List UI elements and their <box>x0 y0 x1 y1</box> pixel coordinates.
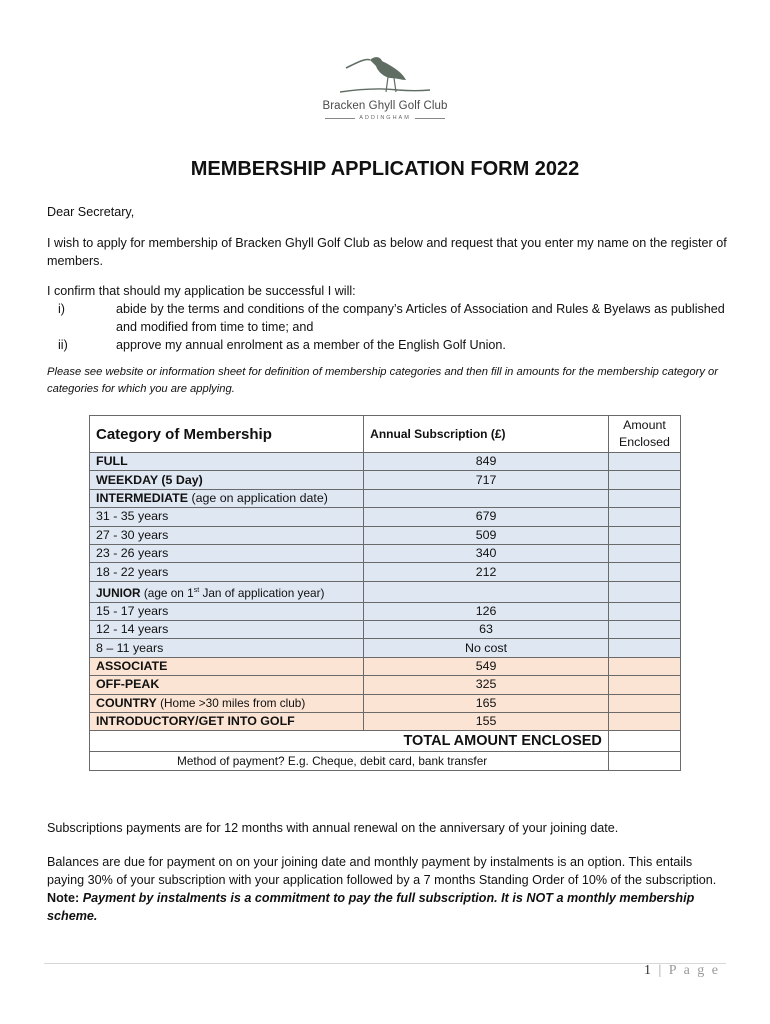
payment-method-label: Method of payment? E.g. Cheque, debit card, bank transfer <box>90 752 609 770</box>
footer-divider <box>44 963 726 964</box>
table-row: 27 - 30 years 509 <box>90 526 681 544</box>
table-row: JUNIOR (age on 1st Jan of application year) <box>90 581 681 602</box>
note-label: Note: <box>47 891 83 905</box>
amount-enclosed-input[interactable] <box>608 621 680 639</box>
table-row: COUNTRY (Home >30 miles from club) 165 <box>90 694 681 712</box>
amount-enclosed-input[interactable] <box>608 544 680 562</box>
total-amount-input[interactable] <box>608 731 680 752</box>
balances-paragraph: Balances are due for payment on on your joining date and monthly payment by instalments is an option. This entails paying 30% of your subscription with your application followed by a 7 months Standing Order of 10% of the subscription. Note: Payment by instalments is a commitment to pay the full subscription. It is NOT a monthly membership scheme. <box>47 855 717 923</box>
header-enclosed: Amount Enclosed <box>608 416 680 453</box>
amount-enclosed-input[interactable] <box>608 713 680 731</box>
instruction-note: Please see website or information sheet for definition of membership categories and then fill in amounts for the membership category or categories for which you are applying. <box>47 366 718 395</box>
table-row: 8 – 11 years No cost <box>90 639 681 657</box>
subscriptions-note: Subscriptions payments are for 12 months with annual renewal on the anniversary of your joining date. <box>47 821 619 835</box>
intro-paragraph: I wish to apply for membership of Bracken Ghyll Golf Club as below and request that you enter my name on the register of members. <box>47 236 727 268</box>
amount-enclosed-input[interactable] <box>608 676 680 694</box>
amount-enclosed-input[interactable] <box>608 639 680 657</box>
table-row: 31 - 35 years 679 <box>90 508 681 526</box>
table-row: 18 - 22 years 212 <box>90 563 681 581</box>
club-name: Bracken Ghyll Golf Club <box>322 100 448 112</box>
confirm-section <box>47 282 727 354</box>
page-title: MEMBERSHIP APPLICATION FORM 2022 <box>190 158 580 180</box>
payment-method-input[interactable] <box>608 752 680 770</box>
club-location: ADDINGHAM <box>300 115 470 121</box>
header-subscription: Annual Subscription (£) <box>364 416 609 453</box>
club-logo <box>300 46 470 136</box>
table-row: WEEKDAY (5 Day) 717 <box>90 471 681 489</box>
table-header <box>90 416 681 453</box>
amount-enclosed-input[interactable] <box>608 657 680 675</box>
amount-enclosed-input[interactable] <box>608 453 680 471</box>
amount-enclosed-input[interactable] <box>608 471 680 489</box>
amount-enclosed-input[interactable] <box>608 508 680 526</box>
salutation: Dear Secretary, <box>47 205 135 219</box>
total-label: TOTAL AMOUNT ENCLOSED <box>90 731 609 752</box>
table-row: FULL 849 <box>90 453 681 471</box>
list-item: i) abide by the terms and conditions of the company’s Articles of Association and Rules & Byelaws as published and modified from time to time; and <box>58 302 725 334</box>
page-number: 1 | P a g e <box>643 963 720 978</box>
table-row: INTERMEDIATE (age on application date) <box>90 489 681 507</box>
table-row: 23 - 26 years 340 <box>90 544 681 562</box>
amount-enclosed-input[interactable] <box>608 694 680 712</box>
table-row: 15 - 17 years 126 <box>90 602 681 620</box>
amount-enclosed-input[interactable] <box>608 563 680 581</box>
table-row: ASSOCIATE 549 <box>90 657 681 675</box>
curlew-bird-icon <box>340 46 430 98</box>
table-row: INTRODUCTORY/GET INTO GOLF 155 <box>90 713 681 731</box>
amount-enclosed-input[interactable] <box>608 526 680 544</box>
header-category: Category of Membership <box>90 416 364 453</box>
amount-enclosed-input[interactable] <box>608 602 680 620</box>
membership-table <box>89 415 681 771</box>
total-row <box>90 731 681 752</box>
list-item: ii) approve my annual enrolment as a member of the English Golf Union. <box>58 338 506 352</box>
payment-method-row <box>90 752 681 770</box>
note-text: Payment by instalments is a commitment to pay the full subscription. It is NOT a monthly membership scheme. <box>47 891 695 923</box>
table-row: OFF-PEAK 325 <box>90 676 681 694</box>
confirm-lead: I confirm that should my application be successful I will: <box>47 284 356 298</box>
table-row: 12 - 14 years 63 <box>90 621 681 639</box>
